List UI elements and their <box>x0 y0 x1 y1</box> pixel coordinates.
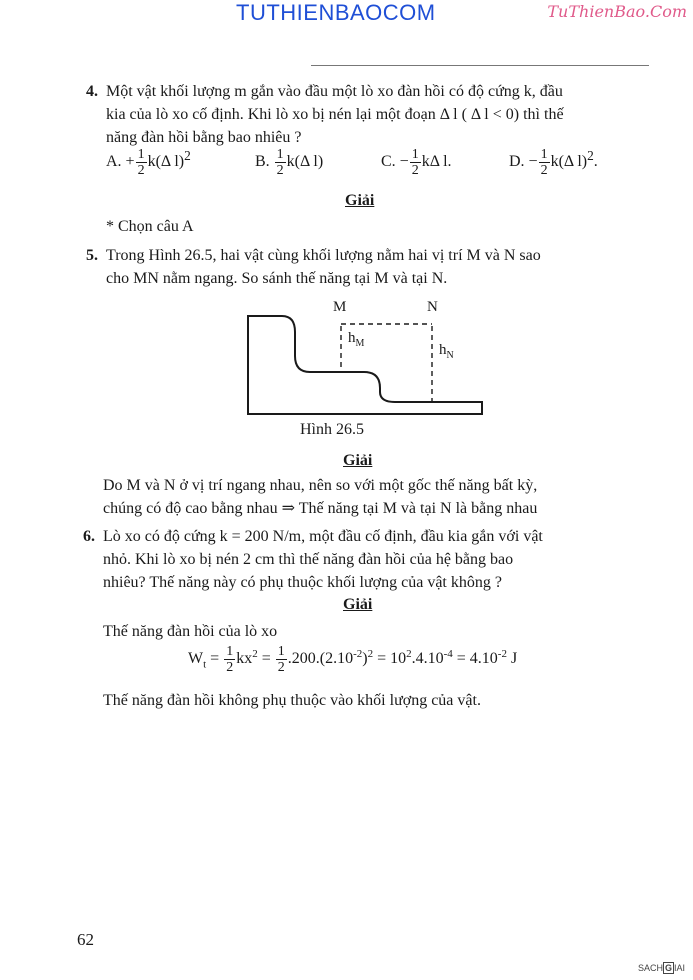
q6-solution-line1: Thế năng đàn hồi của lò xo <box>103 623 278 640</box>
q4-text-line1: Một vật khối lượng m gắn vào đầu một lò xo đàn hồi có độ cứng k, đầu <box>106 83 563 100</box>
q6-number: 6. <box>83 528 95 545</box>
q6-formula: $W_t$ = $\frac{1}{2}$ $kx^2$ = $\frac{1}{2}$ $.200.(2.10^{-2})^2 = 10^2.4.10^{-4} = 4.10^{-2}$ J <box>188 644 518 675</box>
q4-text-line2: kia của lò xo cố định. Khi lò xo bị nén lại một đoạn Δ l ( Δ l < 0) thì thế <box>106 106 564 123</box>
label-hm: $h_M$ <box>348 330 365 349</box>
header-rule <box>311 65 649 66</box>
q5-solution-heading: Giải <box>343 452 373 469</box>
q4-option-b: B. $\frac{1}{2}$ k(Δ l) <box>255 147 324 178</box>
q4-option-a: A. + $\frac{1}{2}$ k(Δ l)$^2$ <box>106 147 191 178</box>
page-number: 62 <box>77 930 94 949</box>
label-m: M <box>333 299 347 315</box>
q5-text-line2: cho MN nằm ngang. So sánh thế năng tại M và tại N. <box>106 270 448 287</box>
q4-number: 4. <box>86 83 98 100</box>
figure-caption: Hình 26.5 <box>300 421 364 438</box>
brand-logo: TuThienBao.Com <box>547 2 687 21</box>
q4-option-d: D. − $\frac{1}{2}$ k(Δ l)$^2$. <box>509 147 598 178</box>
site-title: TUTHIENBAOCOM <box>236 0 436 25</box>
q4-solution-heading: Giải <box>345 192 375 209</box>
q6-text-line3: nhiêu? Thế năng này có phụ thuộc khối lượng của vật không ? <box>103 574 502 591</box>
q6-solution-heading: Giải <box>343 596 373 613</box>
q6-solution-line2: Thế năng đàn hồi không phụ thuộc vào khối lượng của vật. <box>103 692 481 709</box>
q6-text-line2: nhỏ. Khi lò xo bị nén 2 cm thì thế năng đàn hồi của hệ bằng bao <box>103 551 514 568</box>
label-n: N <box>427 299 438 315</box>
q5-number: 5. <box>86 247 98 264</box>
q6-text-line1: Lò xo có độ cứng k = 200 N/m, một đầu cố định, đầu kia gắn với vật <box>103 528 543 545</box>
q4-text-line3: năng đàn hồi bằng bao nhiêu ? <box>106 129 302 146</box>
q4-option-c: C. − $\frac{1}{2}$ kΔ l. <box>381 147 452 178</box>
q5-answer-line1: Do M và N ở vị trí ngang nhau, nên so với một gốc thế năng bất kỳ, <box>103 477 538 494</box>
footer-logo: SACH G IAI <box>637 963 685 973</box>
q5-text-line1: Trong Hình 26.5, hai vật cùng khối lượng nằm hai vị trí M và N sao <box>106 247 541 264</box>
q5-answer-line2: chúng có độ cao bằng nhau ⇒ Thế năng tại M và tại N là bằng nhau <box>103 500 538 517</box>
terrain-outline <box>248 316 482 414</box>
label-hn: $h_N$ <box>439 342 454 361</box>
q4-answer: * Chọn câu A <box>106 218 194 235</box>
